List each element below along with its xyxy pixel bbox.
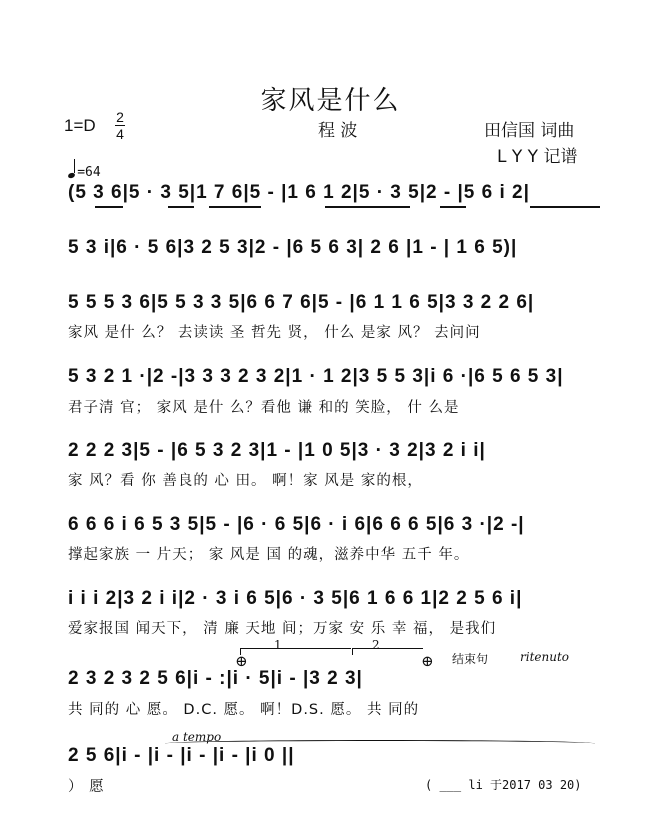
notation-row-2: 5 3 i|6 · 5 6|3 2 5 3|2 - |6 5 6 3| 2 6 |1 - | 1 6 5)| (68, 237, 518, 258)
lyrics-row-8: 共 同的 心 愿。 D.C. 愿。 啊！D.S. 愿。 共 同的 (68, 702, 420, 718)
tempo-value: =64 (77, 165, 101, 180)
time-signature (115, 110, 125, 141)
beam-line (530, 206, 600, 208)
song-title: 家风是什么 (260, 86, 401, 116)
notation-row-3: 5 5 5 3 6|5 5 3 3 5|6 6 7 6|5 - |6 1 1 6 5|3 3 2 2 6| (68, 292, 535, 313)
lyrics-row-7: 爱家报国 闻天下， 清 廉 天地 间；万家 安 乐 幸 福， 是我们 (68, 621, 497, 637)
lyrics-row-3: 家风 是什 么？ 去读读 圣 哲先 贤， 什么 是家 风？ 去问问 (68, 325, 481, 341)
beam-line (440, 206, 466, 208)
credit-lyricist-composer: 田信国 词曲 (484, 121, 575, 141)
volta-1-label: 1 (274, 638, 282, 652)
notation-row-6: 6 6 6 i 6 5 3 5|5 - |6 · 6 5|6 · i 6|6 6 6 5|6 3 ·|2 -| (68, 514, 525, 535)
lyrics-row-9: ） 愿 (68, 779, 105, 795)
quarter-note-icon (67, 172, 75, 179)
singer: 程 波 (318, 121, 358, 141)
a-tempo-label: a tempo (172, 730, 222, 744)
notation-row-9: 2 5 6|i - |i - |i - |i - |i 0 || (68, 745, 295, 766)
notation-row-5: 2 2 2 3|5 - |6 5 3 2 3|1 - |1 0 5|3 · 3 2|3 2 i i| (68, 440, 486, 461)
key-signature: 1=D (64, 116, 96, 135)
beam-line (95, 206, 123, 208)
lyrics-row-5: 家 风？看 你 善良的 心 田。 啊！家 风是 家的根， (68, 473, 423, 489)
notation-row-1: (5 3 6|5 · 3 5|1 7 6|5 - |1 6 1 2|5 · 3 5|2 - |5 6 i 2| (68, 182, 530, 203)
coda-sign-icon: ⊕ (421, 652, 434, 670)
ending-label: 结束句 (452, 652, 489, 666)
beam-line (209, 206, 261, 208)
notation-row-8: 2 3 2 3 2 5 6|i - :|i · 5|i - |3 2 3| (68, 668, 363, 689)
credit-transcriber: L Y Y 记谱 (497, 147, 578, 167)
volta-bracket-2 (352, 648, 423, 655)
tempo-marking (68, 162, 101, 180)
segno-sign-icon: ⊕ (235, 652, 248, 670)
volta-2-label: 2 (372, 638, 380, 652)
ritenuto-label: ritenuto (520, 650, 570, 664)
volta-bracket-1 (240, 648, 351, 655)
beam-line (325, 206, 410, 208)
meter-top: 2 (116, 109, 124, 125)
meter-bottom: 4 (116, 126, 124, 142)
notation-row-4: 5 3 2 1 ·|2 -|3 3 3 2 3 2|1 · 1 2|3 5 5 3|i 6 ·|6 5 6 5 3| (68, 366, 564, 387)
lyrics-row-6: 撑起家族 一 片天； 家 风是 国 的魂，滋养中华 五千 年。 (68, 547, 470, 563)
lyrics-row-4: 君子清 官； 家风 是什 么？看他 谦 和的 笑脸， 什 么是 (68, 400, 460, 416)
footer-note: ( ___ li 于2017 03 20) (425, 778, 582, 792)
note-stem (74, 159, 75, 173)
notation-row-7: i i i 2|3 2 i i|2 · 3 i 6 5|6 · 3 5|6 1 6 6 1|2 2 5 6 i| (68, 588, 523, 609)
beam-line (168, 206, 194, 208)
